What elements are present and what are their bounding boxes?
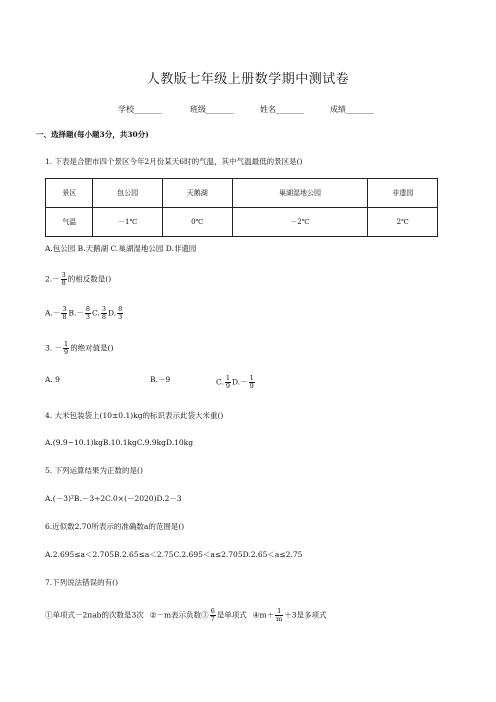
- question-1: 1. 下表是合肥市四个景区今年2月份某天6时的气温，其中气温最低的景区是(): [45, 157, 303, 166]
- numerator: 3: [62, 305, 67, 313]
- question-6: 6.近似数2.70所表示的准确数a的范围是(): [45, 522, 185, 531]
- table-cell: 0℃: [162, 208, 232, 237]
- class-field: 班级_______: [190, 105, 234, 114]
- statement: ①单项式－2πab的次数是3次: [45, 610, 144, 620]
- statement: ②－m表示负数③: [149, 610, 209, 620]
- fraction: [61, 306, 67, 321]
- table-cell: －2℃: [232, 208, 368, 237]
- option-label: D.: [108, 308, 117, 318]
- denominator: 3: [118, 313, 123, 321]
- denominator: 7: [210, 615, 215, 623]
- question-3: [45, 341, 114, 356]
- table-cell: 景区: [46, 179, 93, 208]
- page-title: 人教版七年级上册数学期中测试卷: [146, 72, 350, 87]
- q2-suffix: 的相反数是(): [67, 274, 112, 284]
- q3-option-cd: [216, 375, 256, 390]
- option-label: C.: [216, 377, 224, 387]
- fraction: [101, 306, 107, 321]
- fraction: [117, 306, 123, 321]
- question-2-options: [45, 306, 124, 321]
- option-label: D.－: [232, 377, 248, 387]
- fraction: [249, 375, 255, 390]
- q2-prefix: 2.－: [45, 274, 60, 284]
- numerator: 8: [118, 305, 123, 313]
- name-field: 姓名_______: [260, 105, 304, 114]
- table-row: [46, 179, 438, 208]
- numerator: 1: [275, 608, 283, 616]
- denominator: 3: [85, 313, 90, 321]
- fraction: [275, 608, 283, 623]
- fraction: [61, 272, 67, 287]
- numerator: 3: [61, 271, 66, 279]
- numerator: 1: [225, 374, 230, 382]
- question-7-statements: [45, 608, 327, 623]
- table-cell: 2℃: [368, 208, 438, 237]
- statement: 是单项式: [216, 610, 247, 620]
- table-cell: 天鹅湖: [162, 179, 232, 208]
- statement: ④m＋: [252, 610, 275, 620]
- numerator: 3: [101, 305, 106, 313]
- numerator: 1: [64, 340, 69, 348]
- denominator: 9: [225, 382, 230, 390]
- denominator: 8: [62, 313, 67, 321]
- q3-prefix: 3. －: [45, 343, 63, 353]
- denominator: 9: [64, 348, 69, 356]
- table-cell: 包公园: [93, 179, 163, 208]
- q3-option-b: B.－9: [150, 375, 171, 384]
- table-cell: 巢湖湿地公园: [232, 179, 368, 208]
- q3-option-a: A. 9: [45, 375, 60, 384]
- denominator: 8: [101, 313, 106, 321]
- denominator: m: [276, 615, 283, 623]
- fraction: [85, 306, 91, 321]
- numerator: 8: [85, 305, 90, 313]
- fraction: [63, 341, 69, 356]
- option-label: C.: [92, 308, 100, 318]
- question-6-options: A.2.695≤a＜2.705B.2.65≤a＜2.75C.2.695＜a≤2.705D.2.65＜a≤2.75: [45, 550, 303, 559]
- table-cell: －1℃: [93, 208, 163, 237]
- table-cell: 非遗园: [368, 179, 438, 208]
- table-cell: 气温: [46, 208, 93, 237]
- section-heading: 一、选择题(每小题3分，共30分): [36, 130, 149, 139]
- option-label: A.－: [45, 308, 61, 318]
- question-2: [45, 272, 111, 287]
- question-4-options: A.(9.9~10.1)kgB.10.1kgC.9.9kgD.10kg: [45, 438, 193, 447]
- numerator: 6: [210, 607, 215, 615]
- question-5: 5. 下列运算结果为正数的是(): [45, 466, 143, 475]
- statement: ＋3是多项式: [284, 610, 327, 620]
- question-5-options: A.(－3)²B.－3÷2C.0×(－2020)D.2－3: [45, 494, 182, 503]
- denominator: 9: [249, 382, 254, 390]
- option-label: B.－: [68, 308, 84, 318]
- fraction: [225, 375, 231, 390]
- fraction: [210, 608, 216, 623]
- temperature-table: [45, 178, 438, 237]
- q3-suffix: 的绝对值是(): [70, 343, 114, 353]
- score-field: 成绩_______: [330, 105, 374, 114]
- question-1-options: A.包公园 B.天鹅湖 C.巢湖湿地公园 D.非遗园: [45, 244, 197, 253]
- table-row: [46, 208, 438, 237]
- question-4: 4. 大米包装袋上(10±0.1)kg的标识表示此袋大米重(): [45, 411, 224, 420]
- denominator: 8: [61, 279, 66, 287]
- numerator: 1: [249, 374, 254, 382]
- school-field: 学校_______: [118, 105, 162, 114]
- question-7: 7.下列说法错误的有(): [45, 578, 119, 587]
